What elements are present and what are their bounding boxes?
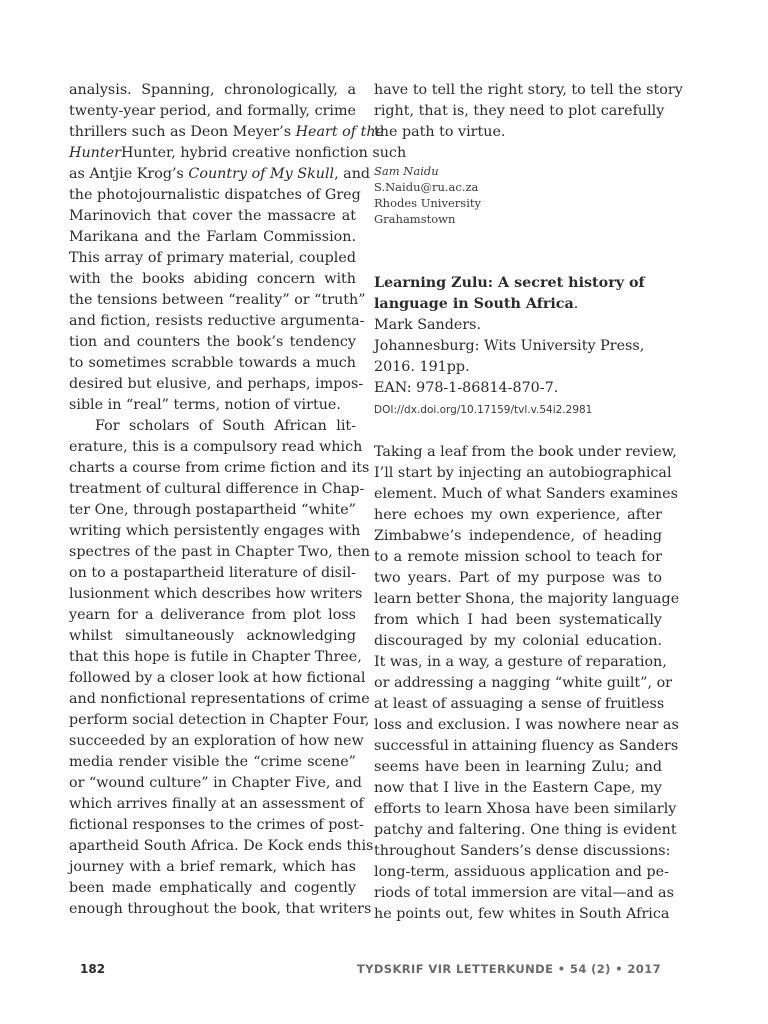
text-segment: Hunter, hybrid creative nonfiction such: [120, 145, 407, 161]
text-line: been made emphatically and cogently: [69, 880, 356, 896]
text-line: perform social detection in Chapter Four,: [69, 712, 370, 728]
text-line: writing which persistently engages with: [69, 523, 361, 539]
text-line: have to tell the right story, to tell the story: [374, 82, 683, 98]
text-line: Marinovich that cover the massacre at: [69, 208, 356, 224]
page-number: 182: [80, 962, 106, 976]
reviewer-signature: [374, 163, 662, 227]
text-line: on to a postapartheid literature of disil-: [69, 565, 356, 581]
text-line: loss and exclusion. I was nowhere near as: [374, 717, 679, 733]
text-line: discouraged by my colonial education.: [374, 633, 662, 649]
book-title-heart-of-the-hunter-cont: Hunter: [69, 145, 121, 161]
text-line: seems have been in learning Zulu; and: [374, 759, 662, 775]
text-line: and nonfictional representations of crime: [69, 691, 370, 707]
text-line: successful in attaining fluency as Sanders: [374, 738, 679, 754]
doi-link[interactable]: DOI://dx.doi.org/10.17159/tvl.v.54i2.2981: [374, 404, 593, 416]
text-segment: thrillers such as Deon Meyer’s: [69, 124, 296, 140]
right-column: [374, 80, 683, 925]
book-title-text: language in South Africa: [374, 296, 574, 312]
text-line: long-term, assiduous application and pe-: [374, 864, 669, 880]
book-year-pages: 2016. 191pp.: [374, 359, 470, 375]
text-line: succeeded by an exploration of how new: [69, 733, 364, 749]
book-title-line-2: [374, 294, 662, 315]
text-line: sible in “real” terms, notion of virtue.: [69, 397, 341, 413]
text-line: and fiction, resists reductive argumenta-: [69, 313, 365, 329]
text-line: twenty-year period, and formally, crime: [69, 103, 356, 119]
reviewer-city: Grahamstown: [374, 212, 456, 226]
reviewer-institution: Rhodes University: [374, 196, 481, 210]
text-line: that this hope is futile in Chapter Three,: [69, 649, 362, 665]
text-line: element. Much of what Sanders examines: [374, 486, 678, 502]
text-line: efforts to learn Xhosa have been similarly: [374, 801, 677, 817]
book-ean: EAN: 978-1-86814-870-7.: [374, 380, 559, 396]
title-period: .: [573, 296, 579, 312]
text-line: [69, 122, 385, 143]
text-line: the tensions between “reality” or “truth”: [69, 292, 366, 308]
text-line: Zimbabwe’s independence, of heading: [374, 528, 662, 544]
book-title-country-of-my-skull: Country of My Skull: [188, 166, 335, 182]
text-line: charts a course from crime fiction and its: [69, 460, 370, 476]
text-line: lusionment which describes how writers: [69, 586, 363, 602]
text-line: media render visible the “crime scene”: [69, 754, 356, 770]
text-line: I’ll start by injecting an autobiographical: [374, 465, 672, 481]
text-line: or addressing a nagging “white guilt”, or: [374, 675, 673, 691]
paragraph-2: [69, 416, 374, 920]
text-line: desired but elusive, and perhaps, impos-: [69, 376, 364, 392]
review-heading: [374, 273, 662, 419]
text-line: apartheid South Africa. De Kock ends this: [69, 838, 374, 854]
text-line: This array of primary material, coupled: [69, 250, 356, 266]
text-line: to sometimes scrabble towards a much: [69, 355, 356, 371]
text-segment: , and: [334, 166, 371, 182]
text-line: analysis. Spanning, chronologically, a: [69, 82, 356, 98]
text-line: right, that is, they need to plot carefully: [374, 103, 665, 119]
text-line: tion and counters the book’s tendency: [69, 334, 356, 350]
journal-running-footer: TYDSKRIF VIR LETTERKUNDE • 54 (2) • 2017: [356, 962, 661, 976]
reviewer-email[interactable]: S.Naidu@ru.ac.za: [374, 180, 479, 194]
text-line: from which I had been systematically: [374, 612, 662, 628]
text-line: journey with a brief remark, which has: [69, 859, 356, 875]
text-line: [69, 164, 371, 185]
text-line: he points out, few whites in South Africa: [374, 906, 670, 922]
text-line: spectres of the past in Chapter Two, then: [69, 544, 370, 560]
text-line: followed by a closer look at how fictional: [69, 670, 366, 686]
text-line: or “wound culture” in Chapter Five, and: [69, 775, 362, 791]
text-line: [69, 143, 407, 164]
text-segment: as Antjie Krog’s: [69, 166, 189, 182]
text-line: which arrives finally at an assessment of: [69, 796, 364, 812]
text-line: yearn for a deliverance from plot loss: [69, 607, 356, 623]
text-line: with the books abiding concern with: [69, 271, 356, 287]
text-line: ter One, through postapartheid “white”: [69, 502, 356, 518]
text-line: erature, this is a compulsory read which: [69, 439, 363, 455]
text-line: Marikana and the Farlam Commission.: [69, 229, 356, 245]
review-body: [374, 442, 680, 925]
book-title-heart-of-the-hunter: Heart of the: [295, 124, 385, 140]
text-line: treatment of cultural difference in Chap-: [69, 481, 365, 497]
text-line: riods of total immersion are vital—and as: [374, 885, 674, 901]
text-line: learn better Shona, the majority language: [374, 591, 680, 607]
text-line: the photojournalistic dispatches of Greg: [69, 187, 361, 203]
text-line: patchy and faltering. One thing is evident: [374, 822, 677, 838]
text-line: two years. Part of my purpose was to: [374, 570, 662, 586]
text-line: throughout Sanders’s dense discussions:: [374, 843, 671, 859]
book-author: Mark Sanders.: [374, 317, 482, 333]
text-line: enough throughout the book, that writers: [69, 901, 372, 917]
text-line: It was, in a way, a gesture of reparation,: [374, 654, 667, 670]
book-publisher: Johannesburg: Wits University Press,: [374, 338, 645, 354]
text-line: fictional responses to the crimes of post-: [69, 817, 364, 833]
text-line: whilst simultaneously acknowledging: [69, 628, 356, 644]
continuation-paragraph: [374, 80, 683, 143]
text-line: Taking a leaf from the book under review,: [374, 444, 677, 460]
text-line: the path to virtue.: [374, 124, 506, 140]
text-line: now that I live in the Eastern Cape, my: [374, 780, 662, 796]
text-line: here echoes my own experience, after: [374, 507, 662, 523]
text-line: For scholars of South African lit-: [95, 418, 356, 434]
reviewer-name: Sam Naidu: [374, 164, 439, 178]
book-title-line-1: Learning Zulu: A secret history of: [374, 275, 645, 291]
text-line: at least of assuaging a sense of fruitless: [374, 696, 665, 712]
text-line: to a remote mission school to teach for: [374, 549, 662, 565]
